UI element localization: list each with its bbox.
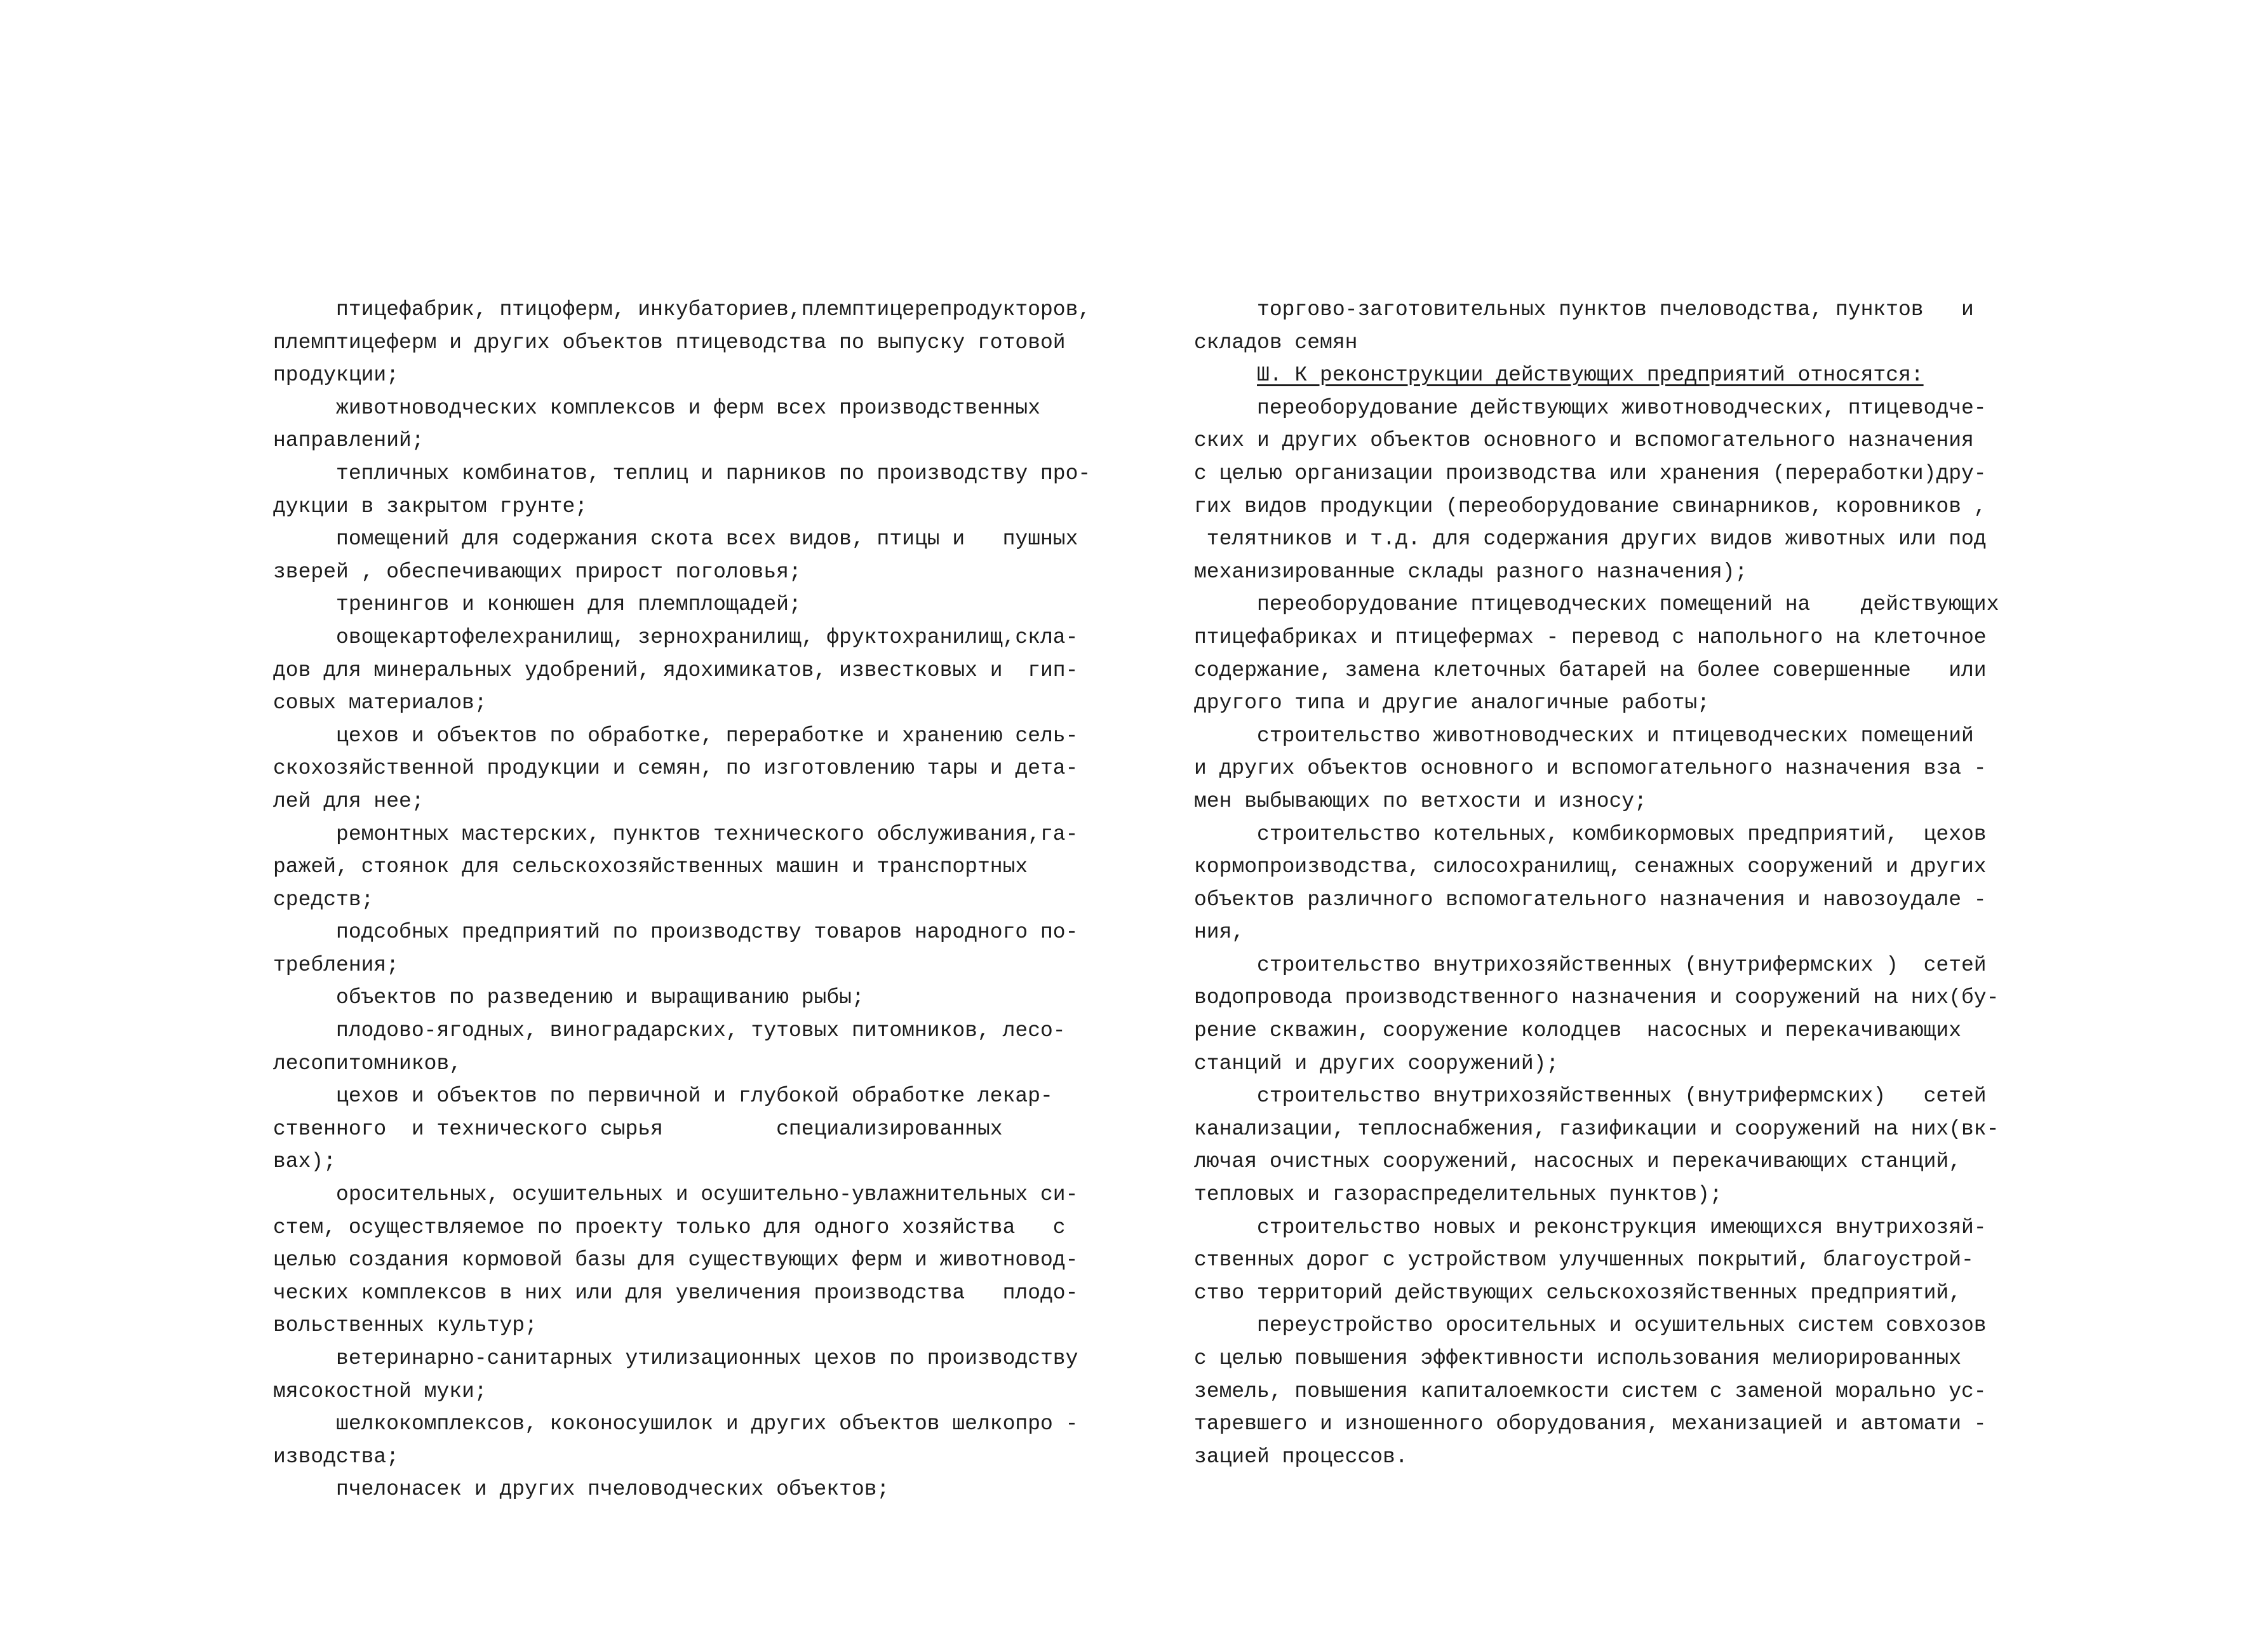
text-line: строительство новых и реконструкция имеющихся внутрихозяй- <box>1194 1215 1987 1239</box>
section-heading <box>1194 359 2070 392</box>
text-line: переоборудование действующих животноводческих, птицеводче- <box>1194 396 1987 420</box>
text-line: телятников и т.д. для содержания других видов животных или под <box>1194 527 1987 551</box>
text-line: ческих комплексов в них или для увеличения производства плодо- <box>273 1281 1078 1305</box>
section-heading-text: Ш. К реконструкции действующих предприятий относятся: <box>1257 363 1924 387</box>
text-line: птицефабриках и птицефермах - перевод с напольного на клеточное <box>1194 625 1987 649</box>
text-line: целью создания кормовой базы для существующих ферм и животновод- <box>273 1248 1078 1272</box>
right-page-text <box>1194 392 2070 1474</box>
text-line: шелкокомплексов, коконосушилок и других объектов шелкопро - <box>273 1412 1078 1436</box>
text-line: складов семян <box>1194 330 1358 354</box>
text-line: оросительных, осушительных и осушительно-увлажнительных си- <box>273 1183 1078 1207</box>
text-line: изводства; <box>273 1445 399 1469</box>
text-line: водопровода производственного назначения и сооружений на них(бу- <box>1194 986 1999 1010</box>
text-line: продукции; <box>273 363 399 387</box>
text-line: мен выбывающих по ветхости и износу; <box>1194 789 1647 813</box>
text-line: стем, осуществляемое по проекту только для одного хозяйства с <box>273 1215 1066 1239</box>
text-line: пчелонасек и других пчеловодческих объектов; <box>273 1478 890 1502</box>
text-line: цехов и объектов по обработке, переработке и хранению сель- <box>273 724 1078 748</box>
text-line: ния, <box>1194 920 1245 945</box>
text-line: дов для минеральных удобрений, ядохимикатов, известковых и гип- <box>273 658 1078 682</box>
text-line: зверей , обеспечивающих прирост поголовья; <box>273 560 802 584</box>
text-line: мясокостной муки; <box>273 1379 487 1403</box>
text-line: с целью организации производства или хранения (переработки)дру- <box>1194 461 1987 485</box>
text-line: строительство котельных, комбикормовых предприятий, цехов <box>1194 822 1987 846</box>
text-line: тренингов и конюшен для племплощадей; <box>273 593 802 617</box>
text-line: содержание, замена клеточных батарей на более совершенные или <box>1194 658 1987 682</box>
text-line: другого типа и другие аналогичные работы; <box>1194 691 1710 715</box>
text-line: плодово-ягодных, виноградарских, тутовых питомников, лесо- <box>273 1019 1066 1043</box>
right-page <box>1194 293 2070 1473</box>
text-line: кормопроизводства, силосохранилищ, сенажных сооружений и других <box>1194 855 1987 879</box>
text-line: механизированные склады разного назначения); <box>1194 560 1748 584</box>
text-line: птицефабрик, птицоферм, инкубаториев,племптицерепродукторов, <box>273 298 1091 321</box>
text-line: переоборудование птицеводческих помещений на действующих <box>1194 593 1999 617</box>
text-line: племптицеферм и других объектов птицеводства по выпуску готовой <box>273 330 1066 354</box>
text-line: ственного и технического сырья специализированных <box>273 1117 1003 1141</box>
text-line: объектов различного вспомогательного назначения и навозоудале - <box>1194 887 1987 912</box>
text-line: требления; <box>273 953 399 977</box>
text-line: ских и других объектов основного и вспомогательного назначения <box>1194 429 1974 453</box>
text-line: строительство внутрихозяйственных (внутрифермских ) сетей <box>1194 953 1987 977</box>
text-line: таревшего и изношенного оборудования, механизацией и автомати - <box>1194 1412 1987 1436</box>
text-line: зацией процессов. <box>1194 1445 1408 1469</box>
text-line: лей для нее; <box>273 789 424 813</box>
text-line: объектов по разведению и выращиванию рыбы; <box>273 986 864 1010</box>
text-line: скохозяйственной продукции и семян, по изготовлению тары и дета- <box>273 757 1078 781</box>
text-line: ражей, стоянок для сельскохозяйственных машин и транспортных <box>273 855 1028 879</box>
text-line: с целью повышения эффективности использования мелиорированных <box>1194 1347 1961 1370</box>
text-line: лесопитомников, <box>273 1051 462 1075</box>
text-line: лючая очистных сооружений, насосных и перекачивающих станций, <box>1194 1150 1961 1174</box>
text-line: станций и других сооружений); <box>1194 1051 1559 1075</box>
text-line: ство территорий действующих сельскохозяйственных предприятий, <box>1194 1281 1961 1305</box>
text-line: вольственных культур; <box>273 1314 537 1338</box>
text-line: ремонтных мастерских, пунктов технического обслуживания,га- <box>273 822 1078 846</box>
text-line: помещений для содержания скота всех видов, птицы и пушных <box>273 527 1078 551</box>
text-line: вах); <box>273 1150 337 1174</box>
text-line: строительство внутрихозяйственных (внутрифермских) сетей <box>1194 1084 1987 1108</box>
text-line: строительство животноводческих и птицеводческих помещений <box>1194 724 1974 748</box>
text-line: подсобных предприятий по производству товаров народного по- <box>273 920 1078 945</box>
text-line: совых материалов; <box>273 691 487 715</box>
text-line: средств; <box>273 887 374 912</box>
text-line: овощекартофелехранилищ, зернохранилищ, фруктохранилищ,скла- <box>273 625 1078 649</box>
left-page <box>273 293 1150 1506</box>
text-line: животноводческих комплексов и ферм всех производственных <box>273 396 1040 420</box>
text-line: и других объектов основного и вспомогательного назначения вза - <box>1194 757 1987 781</box>
text-line: ветеринарно-санитарных утилизационных цехов по производству <box>273 1347 1078 1370</box>
text-line: торгово-заготовительных пунктов пчеловодства, пунктов и <box>1194 298 1974 321</box>
text-line: направлений; <box>273 429 424 453</box>
text-line: переустройство оросительных и осушительных систем совхозов <box>1194 1314 1987 1338</box>
text-line: тепловых и газораспределительных пунктов); <box>1194 1183 1722 1207</box>
text-line: гих видов продукции (переоборудование свинарников, коровников , <box>1194 494 1987 518</box>
text-line: канализации, теплоснабжения, газификации и сооружений на них(вк- <box>1194 1117 1999 1141</box>
text-line: цехов и объектов по первичной и глубокой обработке лекар- <box>273 1084 1053 1108</box>
text-line: дукции в закрытом грунте; <box>273 494 588 518</box>
text-line: ственных дорог с устройством улучшенных покрытий, благоустрой- <box>1194 1248 1974 1272</box>
right-page-intro <box>1194 293 2070 359</box>
text-line: земель, повышения капиталоемкости систем с заменой морально ус- <box>1194 1379 1987 1403</box>
text-line: тепличных комбинатов, теплиц и парников по производству про- <box>273 461 1091 485</box>
text-line: рение скважин, сооружение колодцев насосных и перекачивающих <box>1194 1019 1961 1043</box>
left-page-text <box>273 293 1150 1506</box>
